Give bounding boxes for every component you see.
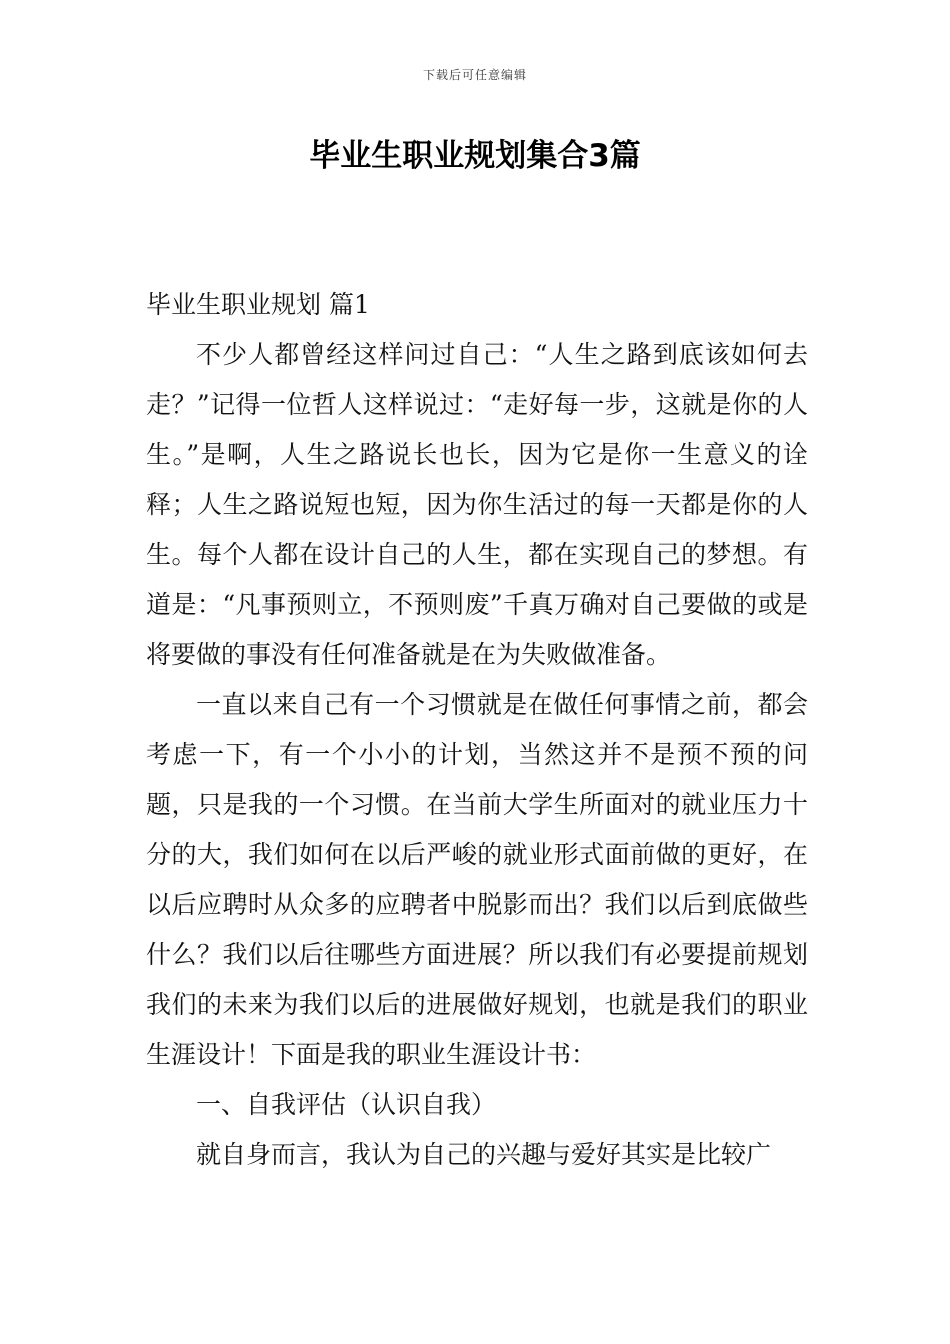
paragraph-intro: 不少人都曾经这样问过自己：“人生之路到底该如何去走？”记得一位哲人这样说过：“走好每一步，这就是你的人生。”是啊，人生之路说长也长，因为它是你一生意义的诠释；人生之路说短也短，因为你生活过的每一天都是你的人生。每个人都在设计自己的人生，都在实现自己的梦想。有道是：“凡事预则立，不预则废”千真万确对自己要做的或是将要做的事没有任何准备就是在为失败做准备。 — [146, 340, 808, 669]
document-title: 毕业生职业规划集合3篇 — [309, 138, 641, 174]
section-heading: 毕业生职业规划 篇1 — [146, 290, 370, 319]
paragraph-habit: 一直以来自己有一个习惯就是在做任何事情之前，都会考虑一下，有一个小小的计划，当然这并不是预不预的问题，只是我的一个习惯。在当前大学生所面对的就业压力十分的大，我们如何在以后严峻的就业形式面前做的更好，在以后应聘时从众多的应聘者中脱影而出？我们以后到底做些什么？我们以后往哪些方面进展？所以我们有必要提前规划我们的未来为我们以后的进展做好规划，也就是我们的职业生涯设计！下面是我的职业生涯设计书： — [146, 690, 808, 1069]
header-note: 下载后可任意编辑 — [422, 68, 527, 82]
paragraph-self-assessment: 就自身而言，我认为自己的兴趣与爱好其实是比较广 — [196, 1140, 772, 1169]
document-body — [146, 280, 808, 1180]
subsection-heading: 一、自我评估（认识自我） — [196, 1090, 497, 1119]
